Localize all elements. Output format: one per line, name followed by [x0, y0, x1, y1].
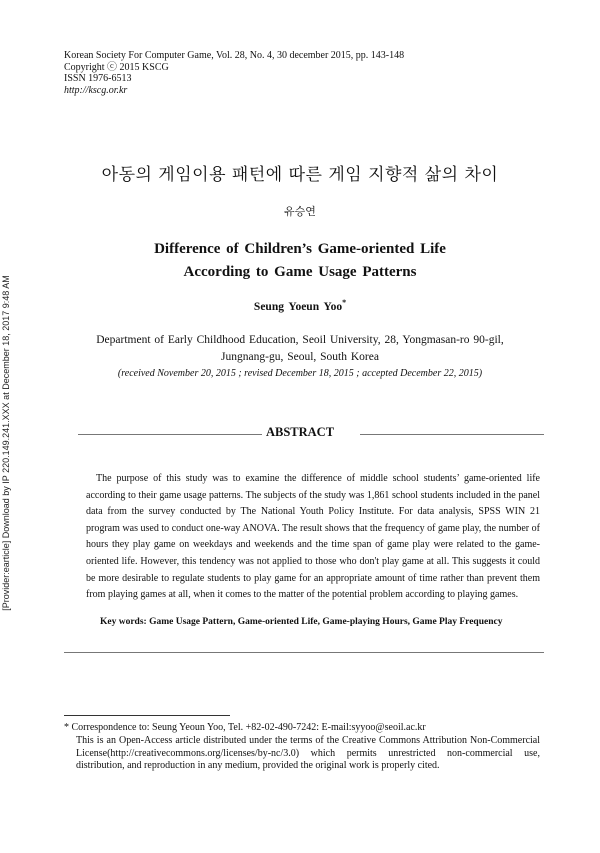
download-watermark — [0, 268, 12, 618]
english-author-name: Seung Yoeun Yoo — [253, 300, 343, 313]
english-title — [0, 238, 600, 284]
footnote — [64, 722, 540, 773]
affiliation-line1: Department of Early Childhood Education, Seoil University, 28, Yongmasan-ro 90-gil, — [96, 334, 504, 346]
abstract-rule-right — [360, 434, 544, 435]
journal-header — [64, 50, 404, 96]
footnote-separator — [64, 715, 230, 716]
abstract-heading: ABSTRACT — [265, 425, 335, 439]
journal-copyright: Copyright ⓒ 2015 KSCG — [64, 61, 169, 73]
english-author — [0, 298, 600, 313]
abstract-body: The purpose of this study was to examine the difference of middle school students’ game-oriented life according to their game usage patterns. The subjects of the study was 1,861 school students included in the panel data from the survey conducted by The National Youth Policy Institute. For data analysis, SPSS WIN 21 program was used to conduct one-way ANOVA. The result shows that the frequency of game play, the number of hours they play game on weekdays and weekends and the time span of game play were related to the game-oriented life. However, this tendency was not applied to those who don't play game at all. This suggests it could be more desirable to regulate students to play game for an appropriate amount of time rather than prevent them from playing games at all, when it comes to the matter of the potential problem according to playing games. — [86, 473, 540, 601]
english-title-line2: According to Game Usage Patterns — [183, 264, 417, 280]
download-watermark-text: [Provider:earticle] Download by IP 220.149.241.XXX at December 18, 2017 9:48 AM — [1, 275, 11, 611]
affiliation-line2: Jungnang-gu, Seoul, South Korea — [221, 351, 379, 363]
korean-author: 유승연 — [284, 205, 316, 218]
journal-citation: Korean Society For Computer Game, Vol. 28, No. 4, 30 december 2015, pp. 143-148 — [64, 50, 405, 61]
keywords: Key words: Game Usage Pattern, Game-oriented Life, Game-playing Hours, Game Play Frequency — [100, 617, 503, 627]
affiliation — [60, 332, 540, 366]
license-note: This is an Open-Access article distributed under the terms of the Creative Commons Attribution Non-Commercial License(http://creativecommons.org/licenses/by-nc/3.0) which permits unrestricted non-commercial use, distribution, and reproduction in any medium, provided the original work is properly cited. — [76, 734, 540, 772]
journal-issn: ISSN 1976-6513 — [64, 73, 132, 84]
submission-dates: (received November 20, 2015 ; revised December 18, 2015 ; accepted December 22, 2015) — [117, 368, 483, 379]
abstract-bottom-rule — [64, 652, 544, 653]
correspondence-mark: * — [342, 298, 347, 307]
journal-url: http://kscg.or.kr — [64, 84, 128, 96]
english-title-line1: Difference of Children’s Game-oriented Life — [154, 241, 446, 257]
correspondence-note: * Correspondence to: Seung Yeoun Yoo, Tel. +82-02-490-7242: E-mail:syyoo@seoil.ac.kr — [64, 722, 426, 733]
korean-title: 아동의 게임이용 패턴에 따른 게임 지향적 삶의 차이 — [101, 165, 499, 185]
